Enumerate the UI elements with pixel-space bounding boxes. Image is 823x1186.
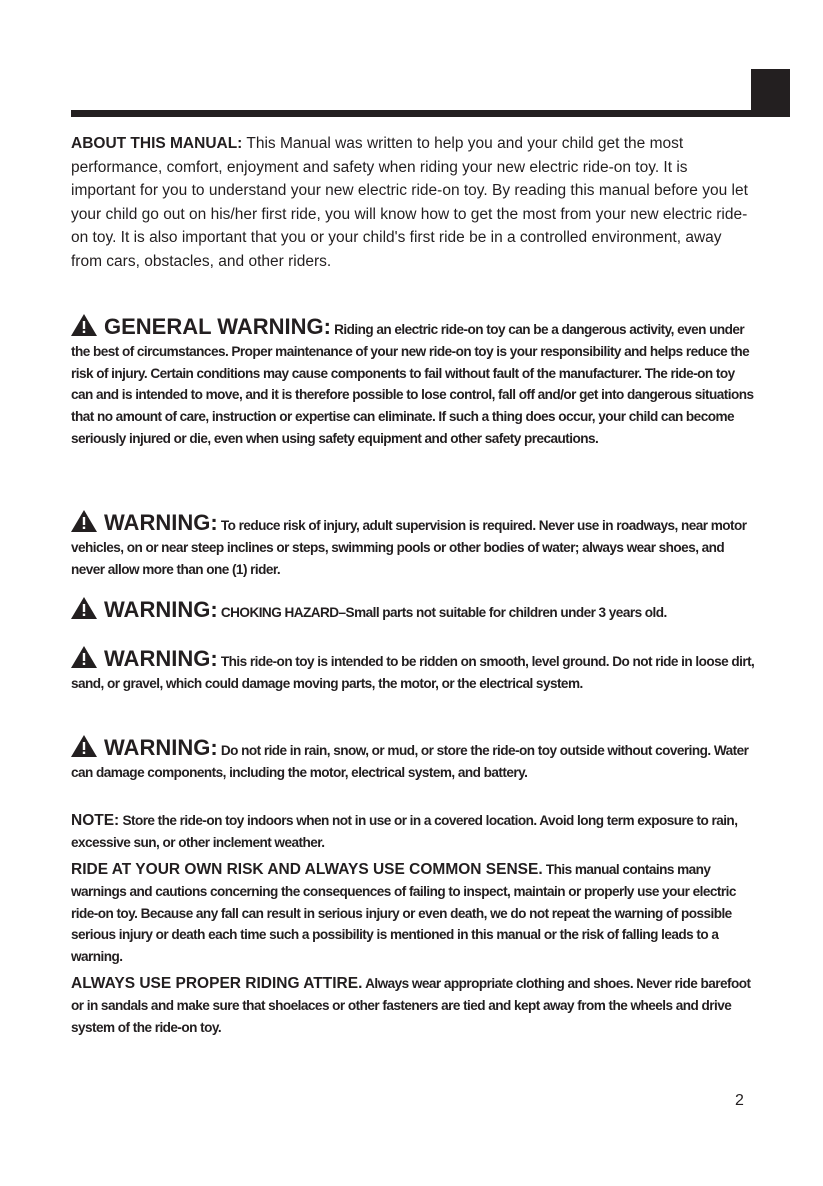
warning-ground-text: This ride-on toy is intended to be ridden on smooth, level ground. Do not ride in loose dirt, sand, or gravel, which could damage moving parts, the motor, or the electrical system. — [71, 654, 755, 691]
warning-weather-heading: WARNING: — [104, 735, 218, 760]
warning-triangle-icon — [71, 646, 97, 668]
riding-attire — [71, 973, 756, 1038]
note-heading: NOTE: — [71, 812, 120, 829]
page-number: 2 — [735, 1092, 744, 1109]
note — [71, 810, 756, 854]
general-warning-heading: GENERAL WARNING: — [104, 314, 331, 339]
about-text: This Manual was written to help you and your child get the most performance, comfort, enjoyment and safety when riding your new electric ride-on toy. It is important for you to understand your new electric ride-on toy. By reading this manual before you let your child go out on his/her first ride, you will know how to get the most from your new electric ride-on toy. It is also important that you or your child's first ride be in a controlled environment, away from cars, obstacles, and other riders. — [71, 135, 748, 270]
ride-own-risk-heading: RIDE AT YOUR OWN RISK AND ALWAYS USE COMMON SENSE. — [71, 861, 543, 878]
warning-choking-text: CHOKING HAZARD–Small parts not suitable for children under 3 years old. — [217, 605, 667, 620]
warning-ground — [71, 646, 756, 695]
warning-supervision-heading: WARNING: — [104, 510, 218, 535]
warning-triangle-icon — [71, 597, 97, 619]
warning-supervision — [71, 510, 756, 580]
about-heading: ABOUT THIS MANUAL: — [71, 135, 243, 152]
warning-triangle-icon — [71, 510, 97, 532]
warning-weather — [71, 735, 756, 784]
header-rule — [71, 110, 790, 117]
warning-choking — [71, 597, 756, 624]
general-warning-text: Riding an electric ride-on toy can be a dangerous activity, even under the best of circumstances. Proper maintenance of your new ride-on toy is your responsibility and helps reduce the risk of injury. Certain conditions may cause components to fail without fault of the manufacturer. The ride-on toy can and is intended to move, and it is therefore possible to lose control, fall off and/or get into dangerous situations that no amount of care, instruction or expertise can eliminate. If such a thing does occur, your child can become seriously injured or die, even when using safety equipment and other safety precautions. — [71, 322, 754, 446]
note-text: Store the ride-on toy indoors when not in use or in a covered location. Avoid long term exposure to rain, excessive sun, or other inclement weather. — [71, 813, 738, 850]
about-this-manual — [71, 132, 756, 273]
riding-attire-text: Always wear appropriate clothing and shoes. Never ride barefoot or in sandals and make sure that shoelaces or other fasteners are tied and kept away from the wheels and drive system of the ride-on toy. — [71, 976, 751, 1035]
warning-weather-text: Do not ride in rain, snow, or mud, or store the ride-on toy outside without covering. Water can damage components, including the motor, electrical system, and battery. — [71, 743, 749, 780]
ride-own-risk — [71, 859, 756, 968]
warning-triangle-icon — [71, 735, 97, 757]
general-warning — [71, 314, 756, 450]
warning-ground-heading: WARNING: — [104, 646, 218, 671]
warning-triangle-icon — [71, 314, 97, 336]
warning-supervision-text: To reduce risk of injury, adult supervision is required. Never use in roadways, near motor vehicles, on or near steep inclines or steps, swimming pools or other bodies of water; always wear shoes, and never allow more than one (1) rider. — [71, 518, 747, 577]
ride-own-risk-text: This manual contains many warnings and cautions concerning the consequences of failing to inspect, maintain or properly use your electric ride-on toy. Because any fall can result in serious injury or even death, we do not repeat the warning of possible serious injury or death each time such a possibility is mentioned in this manual or the risk of falling leads to a warning. — [71, 862, 736, 965]
riding-attire-heading: ALWAYS USE PROPER RIDING ATTIRE. — [71, 975, 363, 992]
warning-choking-heading: WARNING: — [104, 597, 218, 622]
section-tab — [751, 69, 790, 117]
